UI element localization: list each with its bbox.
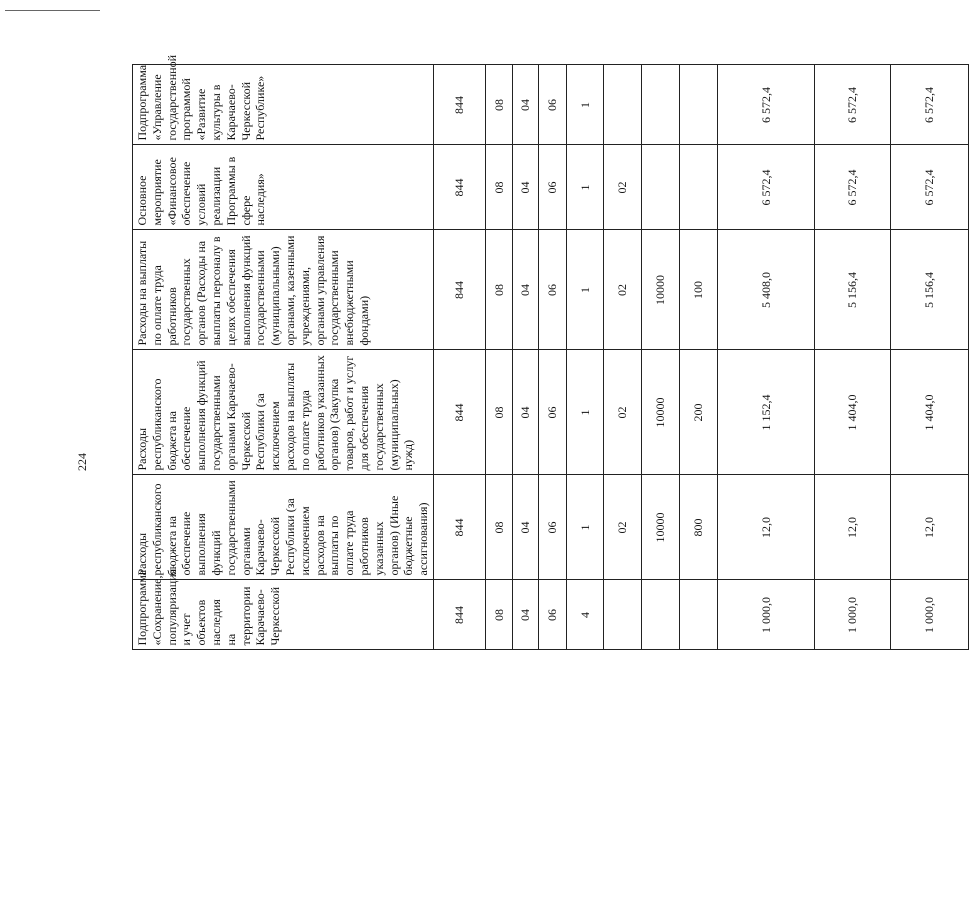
rotated-table-wrapper — [132, 54, 937, 903]
filler-cell — [512, 650, 538, 903]
entry-value-cell: 6 572,4 — [717, 145, 814, 230]
field-row-y2020 — [814, 65, 890, 903]
field-row-ministry — [433, 65, 485, 903]
filler-cell — [133, 650, 434, 903]
entry-value-cell: 6 572,4 — [717, 65, 814, 145]
entry-value-cell: 04 — [512, 580, 538, 650]
entry-value-cell: 06 — [538, 230, 566, 350]
entry-value-cell: 04 — [512, 230, 538, 350]
field-row-program — [538, 65, 566, 903]
entry-value-cell: 6 572,4 — [890, 145, 968, 230]
budget-table — [132, 54, 969, 903]
page-number: 224 — [75, 453, 89, 471]
entry-value-cell: 02 — [603, 145, 641, 230]
entry-value-cell: 1 152,4 — [717, 350, 814, 475]
entry-value-cell: 5 408,0 — [717, 230, 814, 350]
entry-value-cell: 04 — [512, 65, 538, 145]
entry-value-cell: 844 — [433, 65, 485, 145]
entry-value-cell: 12,0 — [890, 475, 968, 580]
entry-value-cell: 06 — [538, 580, 566, 650]
entry-value-cell: 844 — [433, 350, 485, 475]
entry-name-cell: Подпрограмма «Управление государственной программой «Развитие культуры в Карачаево-Черкесской Республике» — [133, 65, 434, 145]
filler-cell — [679, 650, 717, 903]
entry-value-cell: 10000 — [641, 475, 679, 580]
entry-value-cell: 4 — [566, 580, 603, 650]
entry-value-cell: 02 — [603, 350, 641, 475]
filler-cell — [890, 650, 968, 903]
filler-cell — [603, 650, 641, 903]
entry-value-cell: 06 — [538, 350, 566, 475]
entry-name-cell: Расходы на выплаты по оплате труда работников государственных органов (Расходы на выплаты персоналу в целях обеспечения выполнения функций государственными (муниципальными) органами, казенными учреждениями, органами управления государственными внебюджетными фондами) — [133, 230, 434, 350]
field-row-y2019 — [717, 65, 814, 903]
field-row-expense-type — [679, 65, 717, 903]
entry-value-cell: 08 — [485, 580, 512, 650]
field-row-y2021 — [890, 65, 968, 903]
entry-name-cell: Подпрограмма «Сохранение, популяризация и учет объектов наследия на территории Карачаево-Черкесской — [133, 580, 434, 650]
entry-value-cell — [641, 145, 679, 230]
entry-value-cell — [603, 65, 641, 145]
entry-value-cell: 6 572,4 — [890, 65, 968, 145]
entry-value-cell: 02 — [603, 230, 641, 350]
entry-value-cell: 5 156,4 — [890, 230, 968, 350]
entry-value-cell: 1 000,0 — [890, 580, 968, 650]
entry-value-cell: 08 — [485, 145, 512, 230]
entry-value-cell — [679, 65, 717, 145]
entry-name-cell: Расходы республиканского бюджета на обеспечение выполнения функций государственными органами Карачаево-Черкесской Республики (за исключением расходов на выплаты по оплате труда работников указанных органов) (Закупка товаров, работ и услуг для обеспечения государственных (муниципальных) нужд) — [133, 350, 434, 475]
entry-value-cell: 800 — [679, 475, 717, 580]
entry-value-cell: 844 — [433, 145, 485, 230]
entry-value-cell: 06 — [538, 145, 566, 230]
entry-value-cell: 1 404,0 — [890, 350, 968, 475]
entry-value-cell — [679, 580, 717, 650]
entry-value-cell: 06 — [538, 65, 566, 145]
entry-value-cell — [603, 580, 641, 650]
entry-name-cell: Расходы республиканского бюджета на обеспечение выполнения функций государственными органами Карачаево-Черкесской Республики (за исключением расходов на выплаты по оплате труда работников указанных органов) (Иные бюджетные ассигнования) — [133, 475, 434, 580]
entry-value-cell: 12,0 — [814, 475, 890, 580]
filler-cell — [814, 650, 890, 903]
entry-value-cell: 06 — [538, 475, 566, 580]
entry-value-cell: 1 404,0 — [814, 350, 890, 475]
entry-value-cell: 1 — [566, 475, 603, 580]
field-row-subsection — [512, 65, 538, 903]
field-row-event — [603, 65, 641, 903]
entry-value-cell: 844 — [433, 475, 485, 580]
entry-value-cell: 1 — [566, 65, 603, 145]
entry-value-cell: 08 — [485, 350, 512, 475]
field-row-section — [485, 65, 512, 903]
filler-cell — [566, 650, 603, 903]
entry-value-cell: 08 — [485, 65, 512, 145]
entry-value-cell: 1 000,0 — [717, 580, 814, 650]
entry-value-cell: 1 — [566, 350, 603, 475]
field-row-subprogram — [566, 65, 603, 903]
entry-value-cell: 10000 — [641, 350, 679, 475]
entry-value-cell: 04 — [512, 475, 538, 580]
entry-value-cell: 08 — [485, 230, 512, 350]
entry-value-cell: 6 572,4 — [814, 65, 890, 145]
entry-value-cell: 12,0 — [717, 475, 814, 580]
entry-value-cell: 1 000,0 — [814, 580, 890, 650]
entry-value-cell: 08 — [485, 475, 512, 580]
entry-value-cell — [641, 65, 679, 145]
filler-cell — [641, 650, 679, 903]
filler-cell — [538, 650, 566, 903]
entry-name-cell: Основное мероприятие «Финансовое обеспечение условий реализации Программы в сфере наследия» — [133, 145, 434, 230]
filler-cell — [485, 650, 512, 903]
filler-cell — [717, 650, 814, 903]
entry-value-cell: 1 — [566, 230, 603, 350]
filler-cell — [433, 650, 485, 903]
entry-value-cell: 5 156,4 — [814, 230, 890, 350]
entry-value-cell: 1 — [566, 145, 603, 230]
entry-value-cell: 844 — [433, 580, 485, 650]
entry-value-cell: 200 — [679, 350, 717, 475]
entry-value-cell: 844 — [433, 230, 485, 350]
entry-value-cell: 10000 — [641, 230, 679, 350]
field-row-name — [133, 65, 434, 903]
entry-value-cell: 02 — [603, 475, 641, 580]
entry-value-cell — [641, 580, 679, 650]
entry-value-cell: 6 572,4 — [814, 145, 890, 230]
entry-value-cell: 04 — [512, 145, 538, 230]
entry-value-cell: 04 — [512, 350, 538, 475]
field-row-direction — [641, 65, 679, 903]
entry-value-cell: 100 — [679, 230, 717, 350]
entry-value-cell — [679, 145, 717, 230]
